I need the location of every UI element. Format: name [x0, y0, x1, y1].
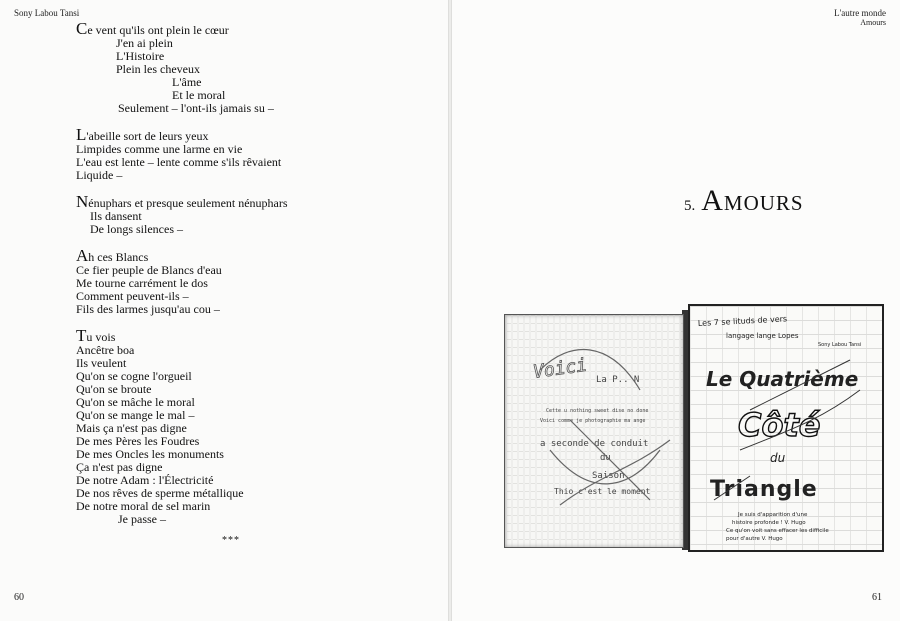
page-number-right: 61 — [872, 592, 882, 603]
ms-title-line-1: Le Quatrième — [706, 367, 859, 391]
poem-line: De nos rêves de sperme métallique — [76, 486, 244, 500]
poem-line: Comment peuvent-ils – — [76, 289, 189, 303]
ms-left-line: Thio c'est le moment — [554, 487, 651, 496]
poem-line: Nénuphars et presque seulement nénuphars — [76, 192, 288, 211]
poem-line: L'abeille sort de leurs yeux — [76, 125, 209, 144]
poem-line: Qu'on se mâche le moral — [76, 395, 195, 409]
ms-right-bottom-line: Je suis d'apparition d'une — [738, 512, 808, 518]
chapter-number: 5. — [684, 198, 696, 214]
poem-line: Me tourne carrément le dos — [76, 276, 208, 290]
left-sheet-writing — [532, 355, 651, 496]
ms-right-signature: Sony Labou Tansi — [818, 342, 862, 348]
right-page — [452, 0, 900, 621]
initial-capital: C — [76, 19, 88, 38]
manuscript-handwriting — [500, 300, 892, 552]
chapter-title: Amours — [701, 184, 804, 217]
poem-line: Plein les cheveux — [116, 62, 200, 76]
poem-line: Et le moral — [172, 88, 226, 102]
ms-left-line: Saison — [592, 471, 625, 481]
poem-line: Ils veulent — [76, 356, 127, 370]
poem-line: Ça n'est pas digne — [76, 460, 163, 474]
poem-line: De notre Adam : l'Électricité — [76, 473, 214, 487]
left-page — [0, 0, 448, 621]
poem-line: De mes Oncles les monuments — [76, 447, 224, 461]
right-sheet-writing — [698, 314, 862, 542]
poem-line: Fils des larmes jusqu'au cou – — [76, 302, 220, 316]
poem-line: Ce fier peuple de Blancs d'eau — [76, 263, 222, 277]
poem-line: De mes Pères les Foudres — [76, 434, 200, 448]
poem-line: Mais ça n'est pas digne — [76, 421, 187, 435]
poem-line: L'âme — [172, 75, 202, 89]
poem-line: Qu'on se mange le mal – — [76, 408, 195, 422]
poem-line: Limpides comme une larme en vie — [76, 142, 243, 156]
running-head-author: Sony Labou Tansi — [14, 8, 80, 18]
poem-line: Liquide – — [76, 168, 123, 182]
poem-line: Ancêtre boa — [76, 343, 135, 357]
ms-right-top-note: Les 7 se lituds de vers — [697, 314, 788, 328]
ms-title-line-3: du — [770, 451, 786, 465]
stanza-3 — [76, 192, 416, 236]
ms-right-top-note-2: langage lange Lopes — [726, 332, 799, 340]
poem-line: Ils dansent — [90, 209, 142, 223]
initial-capital: A — [76, 246, 89, 265]
running-head-title — [834, 8, 886, 28]
ms-left-line: a seconde de conduit — [540, 439, 649, 449]
running-head-book-title: L'autre monde — [834, 8, 886, 18]
stanza-4 — [76, 246, 416, 316]
ms-left-heading: Voici — [531, 354, 589, 383]
ms-left-line: Voici comme je photographie ma ange — [540, 418, 646, 424]
poem-line: Je passe – — [118, 512, 166, 526]
poem — [76, 19, 416, 539]
poem-line: Qu'on se cogne l'orgueil — [76, 369, 192, 383]
poem-line: Ce vent qu'ils ont plein le cœur — [76, 19, 229, 38]
poem-line: Ah ces Blancs — [76, 246, 149, 265]
poem-line: Seulement – l'ont-ils jamais su – — [118, 101, 274, 115]
running-head-section: Amours — [860, 18, 886, 27]
ms-left-line: du — [600, 453, 611, 463]
initial-capital: L — [76, 125, 87, 144]
chapter-heading — [684, 184, 894, 218]
ms-left-line: Cette u nothing sweet dise no done — [546, 408, 649, 414]
ms-left-subheading: La P.. N — [596, 375, 640, 385]
ms-title-line-4: Triangle — [710, 477, 818, 502]
poem-line: De longs silences – — [90, 222, 183, 236]
initial-capital: T — [76, 326, 87, 345]
poem-line: De notre moral de sel marin — [76, 499, 211, 513]
stanza-5 — [76, 326, 416, 526]
poem-line: J'en ai plein — [116, 36, 173, 50]
poem-line: L'Histoire — [116, 49, 165, 63]
stanza-1 — [76, 19, 416, 115]
poem-line: Tu vois — [76, 326, 116, 345]
ms-right-bottom-line: Ce qu'on voit sans effacer les difficile — [726, 528, 829, 534]
initial-capital: N — [76, 192, 89, 211]
poem-line: L'eau est lente – lente comme s'ils rêvaient — [76, 155, 282, 169]
manuscript-facsimile — [500, 300, 892, 552]
ms-right-bottom-line: pour d'autre V. Hugo — [726, 536, 783, 542]
poem-line: Qu'on se broute — [76, 382, 152, 396]
page-number-left: 60 — [14, 592, 24, 603]
ms-right-bottom-line: histoire profonde ! V. Hugo — [732, 520, 806, 526]
stanza-2 — [76, 125, 416, 182]
ms-title-line-2: Côté — [738, 406, 821, 444]
section-ornament: *** — [222, 535, 240, 546]
